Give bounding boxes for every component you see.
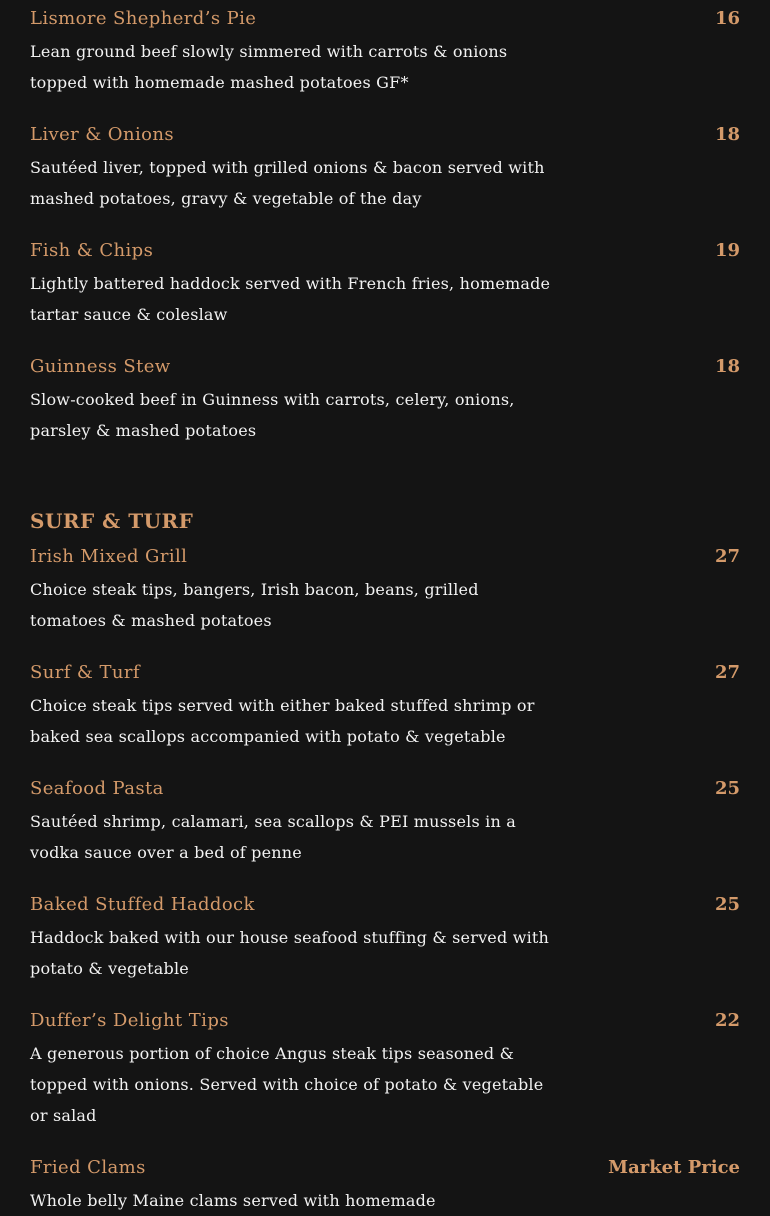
menu-item xyxy=(30,770,740,886)
menu-section-mains xyxy=(30,0,740,496)
item-name: Irish Mixed Grill xyxy=(30,546,188,567)
menu-item xyxy=(30,1002,740,1149)
item-description: Lightly battered haddock served with French fries, homemade tartar sauce & coleslaw xyxy=(30,274,551,324)
item-price: 18 xyxy=(714,356,740,377)
menu-item xyxy=(30,116,740,232)
item-description: Sautéed liver, topped with grilled onions & bacon served with mashed potatoes, gravy & vegetable of the day xyxy=(30,158,545,208)
item-description: Haddock baked with our house seafood stuffing & served with potato & vegetable xyxy=(30,928,550,978)
item-description: Whole belly Maine clams served with homemade xyxy=(30,1191,436,1210)
item-price: 22 xyxy=(714,1010,740,1031)
menu-item xyxy=(30,348,740,496)
item-price: 27 xyxy=(714,662,740,683)
item-name: Lismore Shepherd’s Pie xyxy=(30,8,257,29)
item-name: Baked Stuffed Haddock xyxy=(30,894,255,915)
menu-item xyxy=(30,1149,740,1216)
item-price: 19 xyxy=(714,240,740,261)
item-description: Slow-cooked beef in Guinness with carrots, celery, onions, parsley & mashed potatoes xyxy=(30,390,515,440)
item-name: Guinness Stew xyxy=(30,356,171,377)
menu-section-surf-turf xyxy=(30,496,740,1216)
section-title: SURF & TURF xyxy=(30,509,194,533)
item-price: 27 xyxy=(714,546,740,567)
item-name: Fish & Chips xyxy=(30,240,154,261)
item-price: 16 xyxy=(714,8,740,29)
menu-item xyxy=(30,538,740,654)
item-price: 18 xyxy=(714,124,740,145)
menu-item xyxy=(30,654,740,770)
item-name: Liver & Onions xyxy=(30,124,174,145)
item-name: Duffer’s Delight Tips xyxy=(30,1010,229,1031)
menu-item xyxy=(30,886,740,1002)
menu-item xyxy=(30,232,740,348)
item-price: Market Price xyxy=(608,1157,740,1178)
item-price: 25 xyxy=(714,778,740,799)
item-description: Sautéed shrimp, calamari, sea scallops & PEI mussels in a vodka sauce over a bed of penne xyxy=(30,812,517,862)
menu-item xyxy=(30,0,740,116)
item-price: 25 xyxy=(714,894,740,915)
item-name: Surf & Turf xyxy=(30,662,140,683)
item-description: Choice steak tips served with either baked stuffed shrimp or baked sea scallops accompanied with potato & vegetable xyxy=(30,696,535,746)
item-description: A generous portion of choice Angus steak tips seasoned & topped with onions. Served with choice of potato & vegetable or salad xyxy=(30,1044,544,1125)
menu xyxy=(30,0,740,1216)
item-name: Seafood Pasta xyxy=(30,778,164,799)
item-description: Choice steak tips, bangers, Irish bacon, beans, grilled tomatoes & mashed potatoes xyxy=(30,580,479,630)
item-name: Fried Clams xyxy=(30,1157,146,1178)
item-description: Lean ground beef slowly simmered with carrots & onions topped with homemade mashed potatoes GF* xyxy=(30,42,508,92)
